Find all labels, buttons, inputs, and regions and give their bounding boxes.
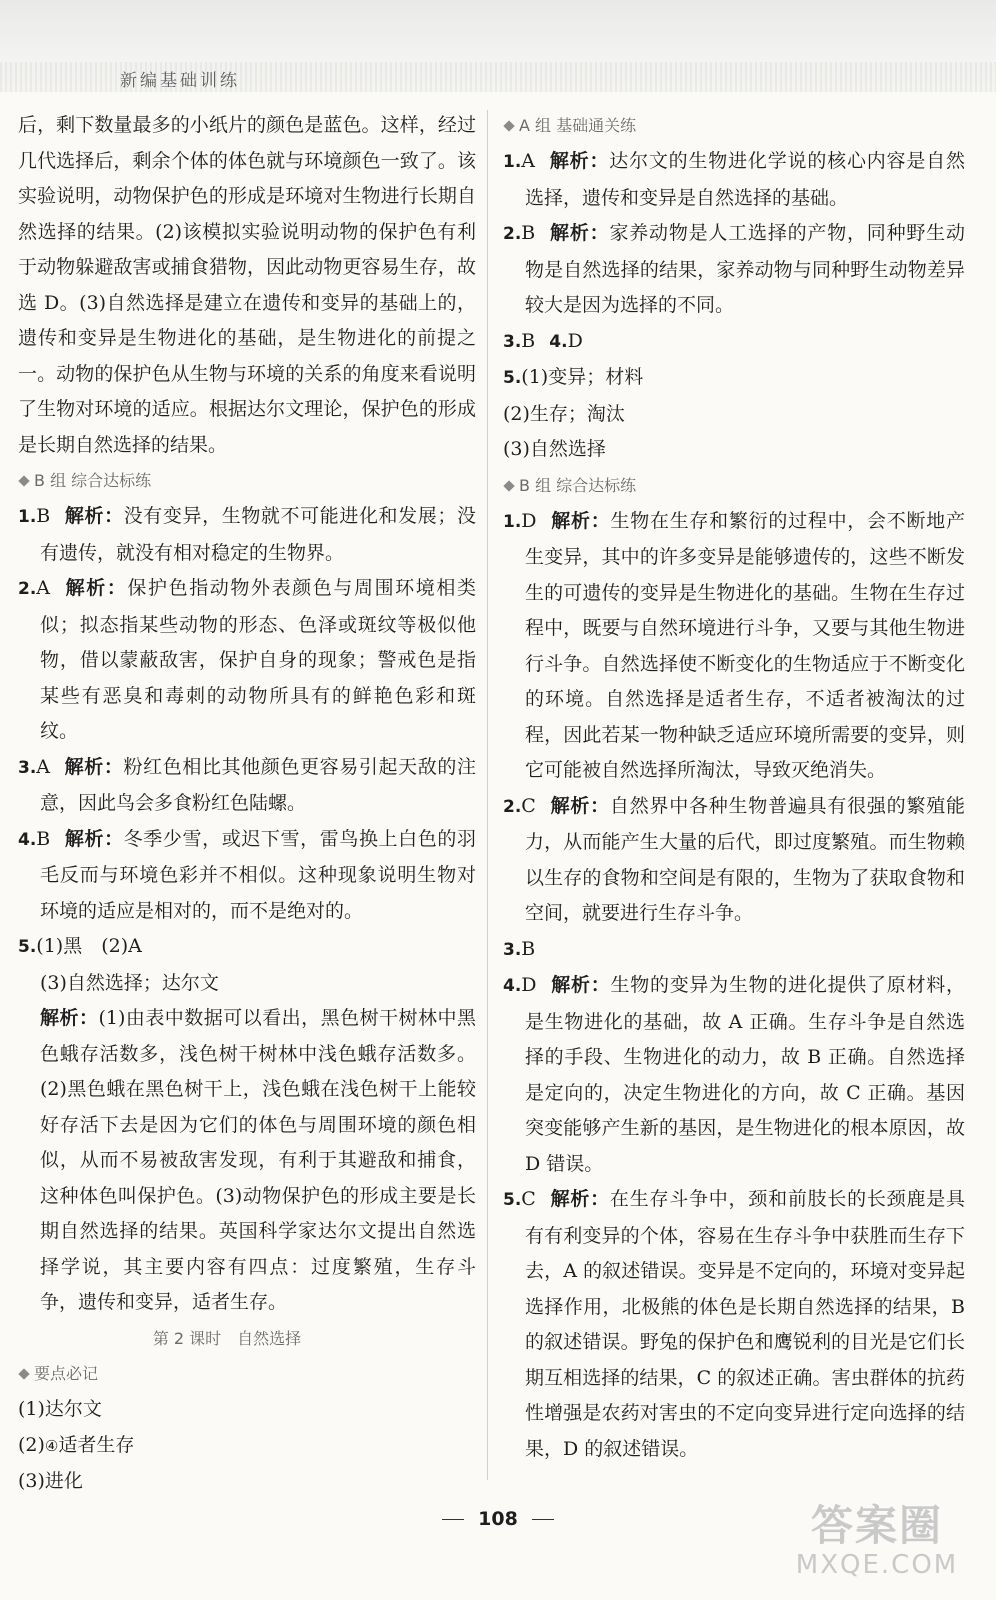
answer-item-5-explanation: 解析：(1)由表中数据可以看出，黑色树干树林中黑色蛾存活数多，浅色树干树林中浅色蛾存活数多。(2)黑色蛾在黑色树干上，浅色蛾在浅色树干上能较好存活下去是因为它们的体色与周围环境的颜色相似，从而不易被敌害发现，有利于其避敌和捕食，这种体色叫保护色。(3)动物保护色的形成主要是长期自然选择的结果。英国科学家达尔文提出自然选择学说，其主要内容有四点：过度繁殖，生存斗争，遗传和变异，适者生存。 (40, 1007, 476, 1313)
key-point-1: (1)达尔文 (18, 1398, 102, 1420)
right-column (503, 108, 965, 1467)
answer-b-3: 3.B (503, 937, 536, 960)
diamond-icon (503, 120, 514, 131)
watermark-url: MXQE.COM (795, 1550, 959, 1580)
dash-left (442, 1519, 464, 1520)
key-point-3: (3)进化 (18, 1470, 83, 1492)
lesson-title: 第 2 课时 自然选择 (152, 1328, 302, 1348)
section-header-b-left: B 组 综合达标练 (18, 463, 476, 499)
header-title: 新编基础训练 (120, 71, 240, 91)
answer-item-1: 1.B 解析：没有变异，生物就不可能进化和发展；没有遗传，就没有相对稳定的生物界。 (18, 505, 476, 564)
section-header-a: A 组 基础通关练 (503, 108, 965, 144)
watermark (772, 1502, 982, 1592)
answer-a-5-l2: (2)生存；淘汰 (503, 402, 625, 425)
diamond-icon (503, 480, 514, 491)
section-header-key: 要点必记 (18, 1356, 476, 1392)
answer-b-5: 5.C 解析：在生存斗争中，颈和前肢长的长颈鹿是具有有利变异的个体，容易在生存斗争中获胜而生存下去，A 的叙述错误。变异是不定向的，环境对变异起选择作用，北极熊的体色是长期自然选择的结果，B 的叙述错误。野兔的保护色和鹰锐利的目光是它们长期互相选择的结果，C 的叙述正确。害虫群体的抗药性增强是农药对害虫的不定向变异进行定向选择的结果，D 的叙述错误。 (503, 1188, 965, 1460)
key-point-2: (2)④适者生存 (18, 1433, 135, 1456)
answer-b-4: 4.D 解析：生物的变异为生物的进化提供了原材料，是生物进化的基础，故 A 正确。生存斗争是自然选择的手段、生物进化的动力，故 B 正确。自然选择是定向的，决定生物进化的方向，故 C 正确。基因突变能够产生新的基因，是生物进化的根本原因，故 D 错误。 (503, 974, 965, 1175)
answer-item-4: 4.B 解析：冬季少雪，或迟下雪，雷鸟换上白色的羽毛反而与环境色彩并不相似。这种现象说明生物对环境的适应是相对的，而不是绝对的。 (18, 827, 476, 922)
left-column (18, 108, 476, 1500)
answer-item-2: 2.A 解析：保护色指动物外表颜色与周围环境相类似；拟态指某些动物的形态、色泽或斑纹等极似他物，借以蒙蔽敌害，保护自身的现象；警戒色是指某些有恶臭和毒刺的动物所具有的鲜艳色彩和斑纹。 (18, 577, 476, 742)
section-header-b-right: B 组 综合达标练 (503, 468, 965, 504)
answer-a-2: 2.B 解析：家养动物是人工选择的产物，同种野生动物是自然选择的结果，家养动物与同种野生动物差异较大是因为选择的不同。 (503, 222, 965, 316)
column-divider (487, 110, 488, 1480)
answer-item-5: 5.(1)黑 (2)A (18, 935, 142, 957)
answer-item-3: 3.A 解析：粉红色相比其他颜色更容易引起天敌的注意，因此鸟会多食粉红色陆螺。 (18, 755, 476, 814)
intro-paragraph: 后，剩下数量最多的小纸片的颜色是蓝色。这样，经过几代选择后，剩余个体的体色就与环境颜色一致了。该实验说明，动物保护色的形成是环境对生物进行长期自然选择的结果。(2)该模拟实验说明动物的保护色有利于动物躲避敌害或捕食猎物，因此动物更容易生存，故选 D。(3)自然选择是建立在遗传和变异的基础上的，遗传和变异是生物进化的基础，是生物进化的前提之一。动物的保护色从生物与环境的关系的角度来看说明了生物对环境的适应。根据达尔文理论，保护色的形成是长期自然选择的结果。 (18, 114, 476, 456)
watermark-title: 答案圈 (810, 1501, 943, 1550)
answer-a-5: 5.(1)变异；材料 (503, 366, 644, 388)
answer-a-3-4: 3.B 4.D (503, 329, 583, 352)
page-header (0, 0, 996, 98)
answer-a-1: 1.A 解析：达尔文的生物进化学说的核心内容是自然选择，遗传和变异是自然选择的基础。 (503, 150, 965, 209)
dash-right (532, 1519, 554, 1520)
diamond-icon (18, 1368, 29, 1379)
answer-a-5-l3: (3)自然选择 (503, 438, 606, 460)
answer-b-2: 2.C 解析：自然界中各种生物普遍具有很强的繁殖能力，从而能产生大量的后代，即过度繁殖。而生物赖以生存的食物和空间是有限的，生物为了获取食物和空间，就要进行生存斗争。 (503, 794, 965, 924)
answer-b-1: 1.D 解析：生物在生存和繁衍的过程中，会不断地产生变异，其中的许多变异是能够遗传的，这些不断发生的可遗传的变异是生物进化的基础。生物在生存过程中，既要与自然环境进行斗争，又要与其他生物进行斗争。自然选择使不断变化的生物适应于不断变化的环境。自然选择是适者生存，不适者被淘汰的过程，因此若某一物种缺乏适应环境所需要的变异，则它可能被自然选择所淘汰，导致灭绝消失。 (503, 509, 965, 781)
diamond-icon (18, 475, 29, 486)
answer-item-5-line2: (3)自然选择；达尔文 (40, 971, 219, 994)
page-number: 108 (0, 1508, 996, 1530)
